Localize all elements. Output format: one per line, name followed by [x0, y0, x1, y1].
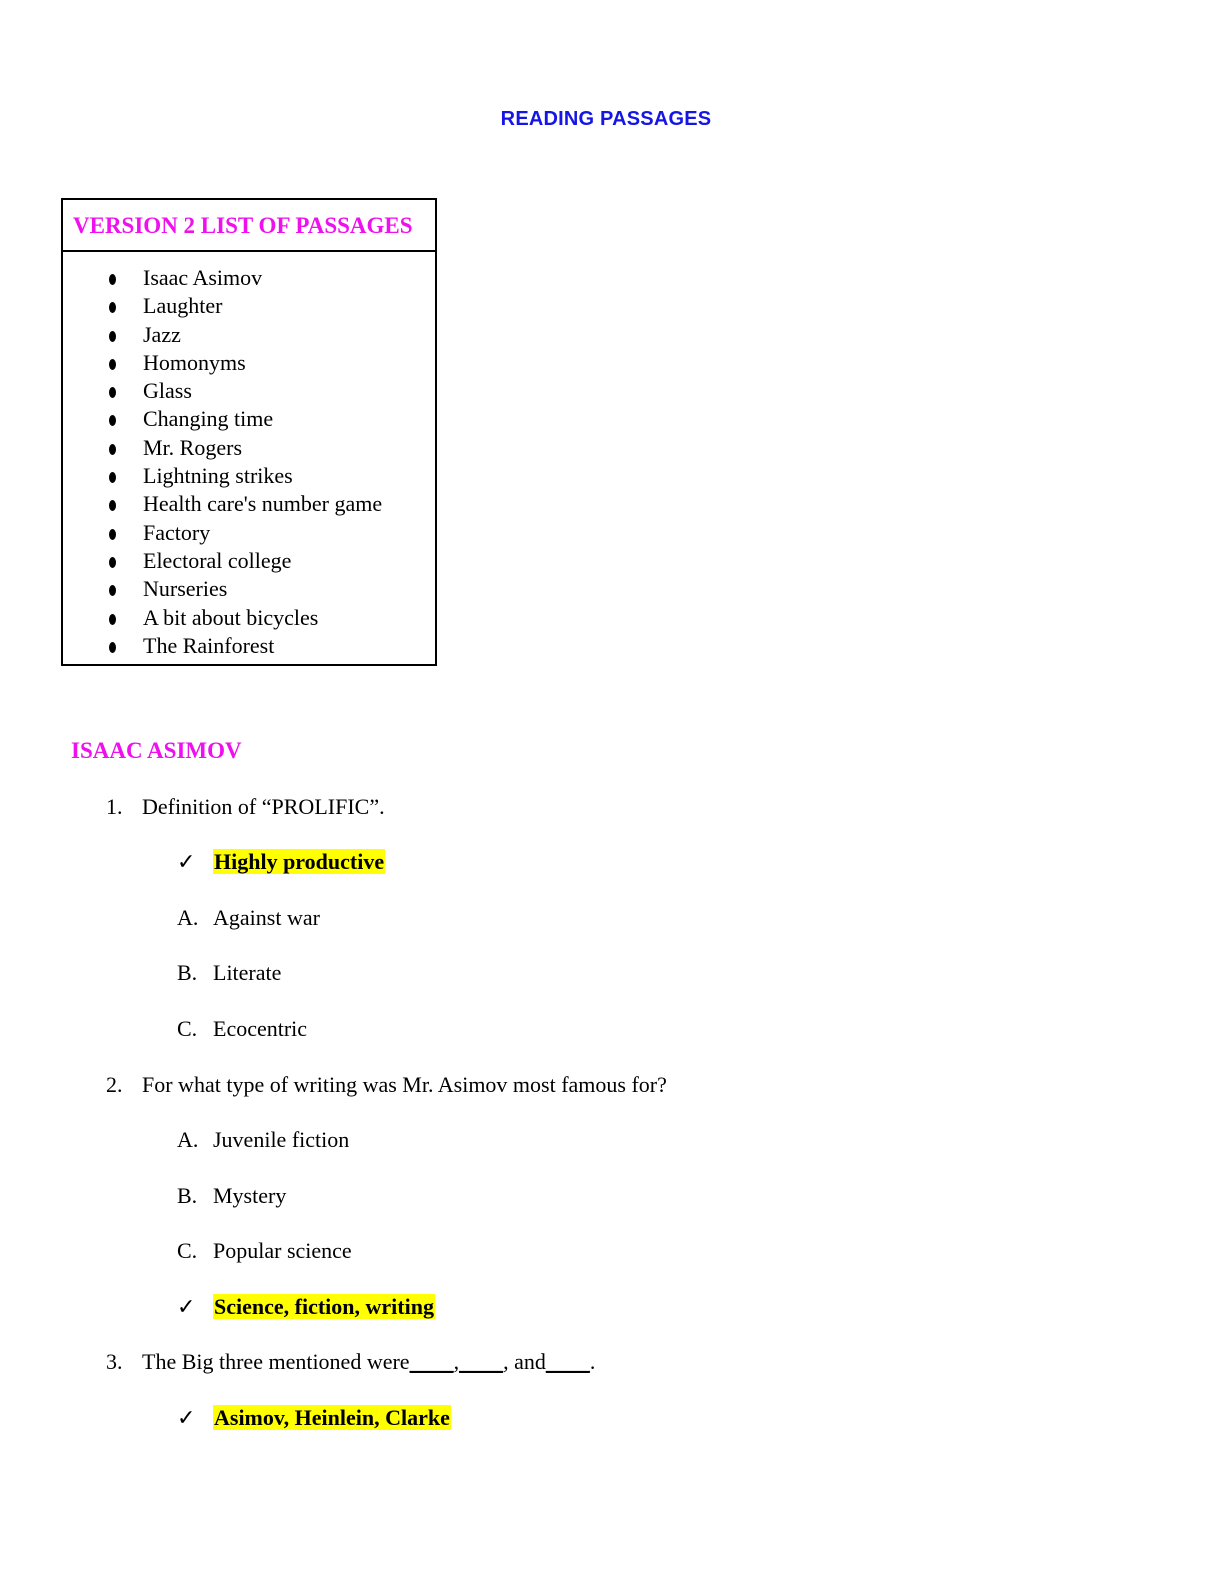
- option: [177, 960, 281, 986]
- option-text: Mystery: [213, 1183, 287, 1208]
- option-text: Ecocentric: [213, 1016, 308, 1041]
- option: [177, 905, 320, 931]
- list-item: [63, 349, 435, 377]
- bullet-icon: [109, 331, 116, 342]
- question-number: 1.: [106, 794, 123, 819]
- list-item: [63, 604, 435, 632]
- bullet-icon: [109, 614, 116, 625]
- list-item-label: Changing time: [143, 406, 274, 432]
- passage-list-header: VERSION 2 LIST OF PASSAGES: [63, 200, 435, 252]
- option: [177, 1238, 352, 1264]
- check-icon: ✓: [177, 1406, 196, 1431]
- section-title: ISAAC ASIMOV: [71, 738, 242, 763]
- bullet-icon: [109, 359, 116, 370]
- highlighted-answer: Highly productive: [214, 849, 385, 874]
- bullet-icon: [109, 585, 116, 596]
- list-item-label: Mr. Rogers: [143, 434, 242, 460]
- question-text: The Big three mentioned were: [142, 1349, 410, 1374]
- list-item: [63, 490, 435, 518]
- question-text: For what type of writing was Mr. Asimov most famous for?: [142, 1072, 667, 1097]
- list-item-label: Laughter: [143, 293, 223, 319]
- bullet-icon: [109, 557, 116, 568]
- list-item: [63, 377, 435, 405]
- question-number: 2.: [106, 1072, 123, 1097]
- correct-answer-3: [177, 1405, 451, 1431]
- sentence-end: .: [589, 1349, 596, 1374]
- correct-answer-2: [177, 1294, 435, 1320]
- bullet-icon: [109, 500, 116, 511]
- list-item-label: Glass: [143, 378, 192, 404]
- correct-answer-1: [177, 849, 385, 875]
- list-item: [63, 462, 435, 490]
- list-item-label: Jazz: [143, 321, 181, 347]
- option: [177, 1016, 307, 1042]
- separator: , and: [503, 1349, 546, 1374]
- option-letter: C.: [177, 1238, 198, 1263]
- bullet-icon: [109, 302, 116, 313]
- check-icon: ✓: [177, 1295, 196, 1320]
- separator: ,: [453, 1349, 460, 1374]
- list-item: [63, 405, 435, 433]
- check-icon: ✓: [177, 850, 196, 875]
- list-item: [63, 321, 435, 349]
- option-letter: B.: [177, 960, 198, 985]
- list-item: [63, 519, 435, 547]
- list-item-label: Factory: [143, 519, 211, 545]
- list-item: [63, 264, 435, 292]
- bullet-icon: [109, 274, 116, 285]
- bullet-icon: [109, 415, 116, 426]
- bullet-icon: [109, 472, 116, 483]
- option-text: Popular science: [213, 1238, 352, 1263]
- list-item-label: Homonyms: [143, 349, 246, 375]
- option-letter: B.: [177, 1183, 198, 1208]
- blank-line: ____: [459, 1349, 504, 1374]
- bullet-icon: [109, 529, 116, 540]
- question-3: [106, 1349, 595, 1375]
- option: [177, 1127, 349, 1153]
- list-item-label: Health care's number game: [143, 491, 383, 517]
- highlighted-answer: Asimov, Heinlein, Clarke: [214, 1405, 450, 1430]
- question-2: [106, 1072, 667, 1098]
- question-text: Definition of “PROLIFIC”.: [142, 794, 385, 819]
- option: [177, 1183, 286, 1209]
- question-1: [106, 794, 385, 820]
- list-item-label: Lightning strikes: [143, 463, 293, 489]
- list-item-label: Isaac Asimov: [143, 265, 263, 290]
- list-item: [63, 632, 435, 660]
- highlighted-answer: Science, fiction, writing: [214, 1294, 434, 1319]
- bullet-icon: [109, 642, 116, 653]
- page-title: READING PASSAGES: [500, 108, 712, 130]
- list-item-label: The Rainforest: [143, 632, 275, 658]
- passage-list: [63, 252, 435, 660]
- question-number: 3.: [106, 1349, 123, 1374]
- passage-list-box: [61, 198, 437, 666]
- option-letter: A.: [177, 1127, 199, 1152]
- list-item: [63, 547, 435, 575]
- option-text: Literate: [213, 960, 282, 985]
- list-item: [63, 434, 435, 462]
- list-item: [63, 292, 435, 320]
- list-item-label: A bit about bicycles: [143, 604, 319, 630]
- bullet-icon: [109, 444, 116, 455]
- option-text: Against war: [213, 905, 320, 930]
- option-letter: C.: [177, 1016, 198, 1041]
- list-item-label: Electoral college: [143, 547, 292, 573]
- bullet-icon: [109, 387, 116, 398]
- list-item: [63, 575, 435, 603]
- blank-line: ____: [409, 1349, 454, 1374]
- blank-line: ____: [545, 1349, 590, 1374]
- option-text: Juvenile fiction: [213, 1127, 350, 1152]
- option-letter: A.: [177, 905, 199, 930]
- list-item-label: Nurseries: [143, 576, 228, 602]
